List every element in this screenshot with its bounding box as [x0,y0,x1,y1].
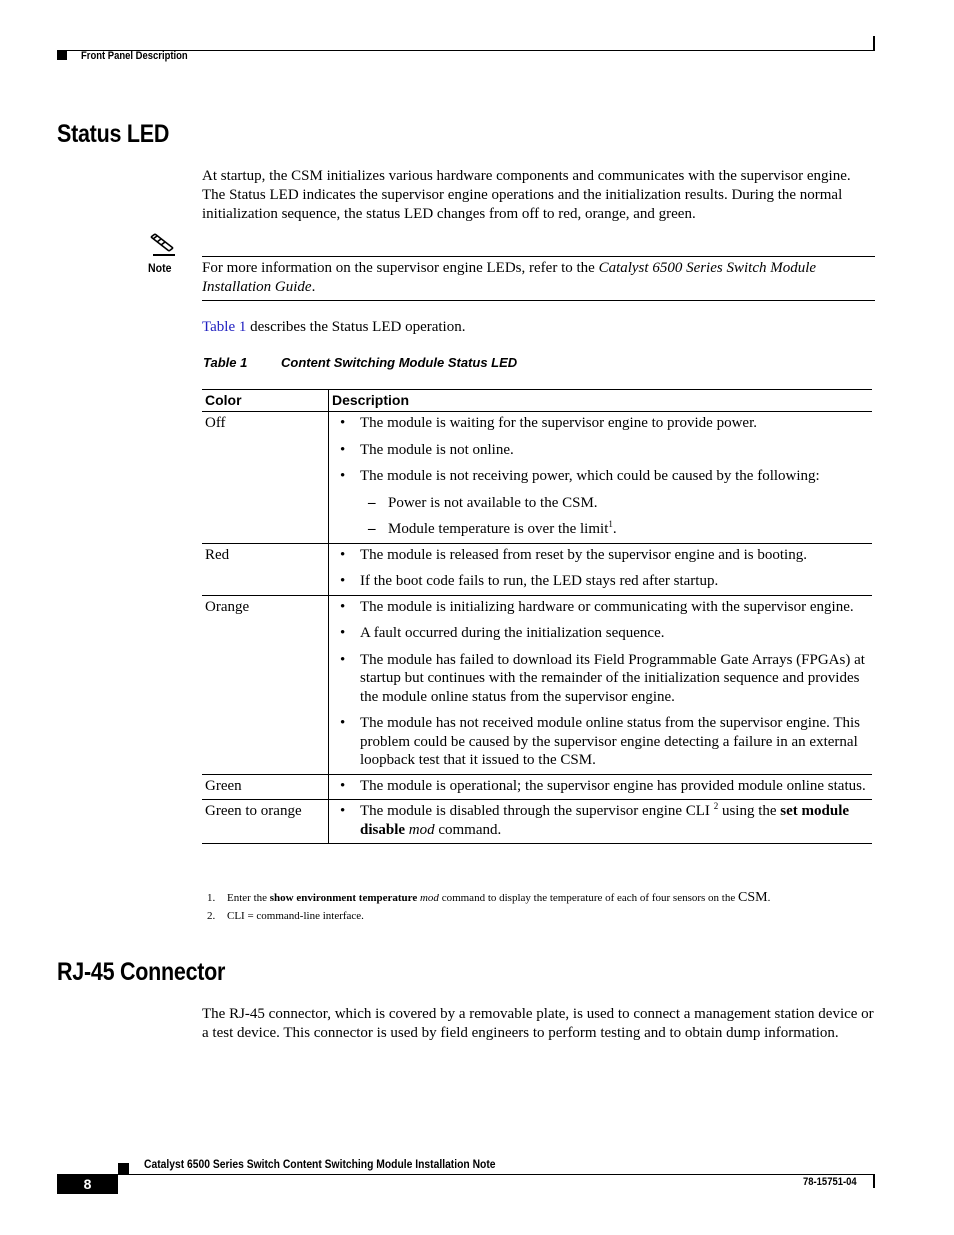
footer-marker [118,1163,129,1174]
list-item: • The module is not receiving power, which could be caused by the following: [332,467,869,486]
item-text: using the [718,803,781,819]
table-row [202,412,872,544]
footnote-text: command to display the temperature of each of four sensors on the [438,892,738,904]
table-label: Table 1 [203,355,248,370]
footnote-period: . [767,892,771,904]
description-cell [329,595,873,774]
list-item: • The module is waiting for the supervisor engine to provide power. [332,414,869,433]
status-led-intro: At startup, the CSM initializes various hardware components and communicates with the supervisor engine. The Status LED indicates the supervisor engine operations and the initialization results. During the normal initialization sequence, the status LED changes from off to red, orange, and green. [202,168,851,222]
footnote-ref-2: 2 [713,801,719,811]
note-bottom-rule [202,300,875,301]
footer-tick [873,1174,875,1188]
footnote-text: Enter the [227,892,270,904]
footnote-command: show environment temperature [269,892,418,904]
table-reference [202,318,874,337]
table-caption [203,355,518,370]
description-cell [329,412,873,544]
list-item: • The module has failed to download its Field Programmable Gate Arrays (FPGAs) at startup but continues with the remainder of the initialization sequence and provides the module online status from the supervisor engine. [332,651,869,707]
note-top-rule [202,256,875,257]
table-row [202,800,872,844]
list-item: • If the boot code fails to run, the LED stays red after startup. [332,572,869,591]
running-header: Front Panel Description [81,50,188,62]
column-header-description: Description [329,390,873,412]
table-reference-text: describes the Status LED operation. [246,319,466,335]
rj45-body: The RJ-45 connector, which is covered by a removable plate, is used to connect a management station device or a test device. This connector is used by field engineers to perform testing and to obtain dump information. [202,1006,874,1041]
footnote-number: 1. [207,892,216,904]
color-cell: Green to orange [202,800,329,844]
description-cell [329,543,873,595]
note-text [202,259,874,297]
list-item: • The module is released from reset by the supervisor engine and is booting. [332,546,869,565]
command-argument: mod [408,821,435,838]
color-cell: Green [202,774,329,800]
status-led-table [202,389,872,844]
item-text: command. [434,821,502,838]
description-cell [329,800,873,844]
footnote-1 [207,890,770,906]
sub-item-text: Module temperature is over the limit [388,521,609,537]
list-item: • The module is operational; the supervisor engine has provided module online status. [332,777,869,796]
item-text: The module is disabled through the supervisor engine CLI [360,803,714,819]
list-item [332,802,869,839]
footnote-2 [207,910,364,922]
footnote-text: CLI = command-line interface. [227,910,364,922]
footer-rule [118,1174,875,1175]
list-item: • The module is not online. [332,441,869,460]
footer-title: Catalyst 6500 Series Switch Content Switching Module Installation Note [144,1157,496,1171]
table-row [202,774,872,800]
note-suffix: . [311,279,316,295]
note-label: Note [148,261,172,275]
table-header-row [202,390,872,412]
table-title: Content Switching Module Status LED [281,355,518,370]
description-cell [329,774,873,800]
table-1-link[interactable]: Table 1 [202,319,247,335]
page-number: 8 [57,1174,118,1194]
table-row [202,595,872,774]
note-prefix: For more information on the supervisor engine LEDs, refer to the [202,260,599,276]
footnote-argument: mod [419,892,439,904]
footer-doc-number: 78-15751-04 [803,1176,857,1188]
list-item: • The module has not received module online status from the supervisor engine. This problem could be caused by the supervisor engine detecting a failure in an external loopback test that it issued to the CSM. [332,714,869,770]
table-row [202,543,872,595]
section-heading-status-led: Status LED [57,120,170,148]
header-tick [873,36,875,51]
footnote-ref-1: 1 [608,519,613,529]
pencil-note-icon [149,233,177,262]
list-item: • The module is initializing hardware or communicating with the supervisor engine. [332,598,869,617]
section-heading-rj45: RJ-45 Connector [57,958,226,986]
sub-list-item: – Module temperature is over the limit$^1$. [332,520,869,539]
command-keyword: set module disable [360,803,850,838]
note-book-title: Catalyst 6500 Series Switch Module Installation Guide [202,260,817,295]
footnote-csm: CSM [737,890,768,905]
sub-list-item: – Power is not available to the CSM. [332,494,869,513]
footnote-number: 2. [207,910,216,922]
column-header-color: Color [202,390,329,412]
color-cell: Off [202,412,329,544]
header-marker [57,50,67,60]
color-cell: Red [202,543,329,595]
list-item: • A fault occurred during the initialization sequence. [332,624,869,643]
color-cell: Orange [202,595,329,774]
